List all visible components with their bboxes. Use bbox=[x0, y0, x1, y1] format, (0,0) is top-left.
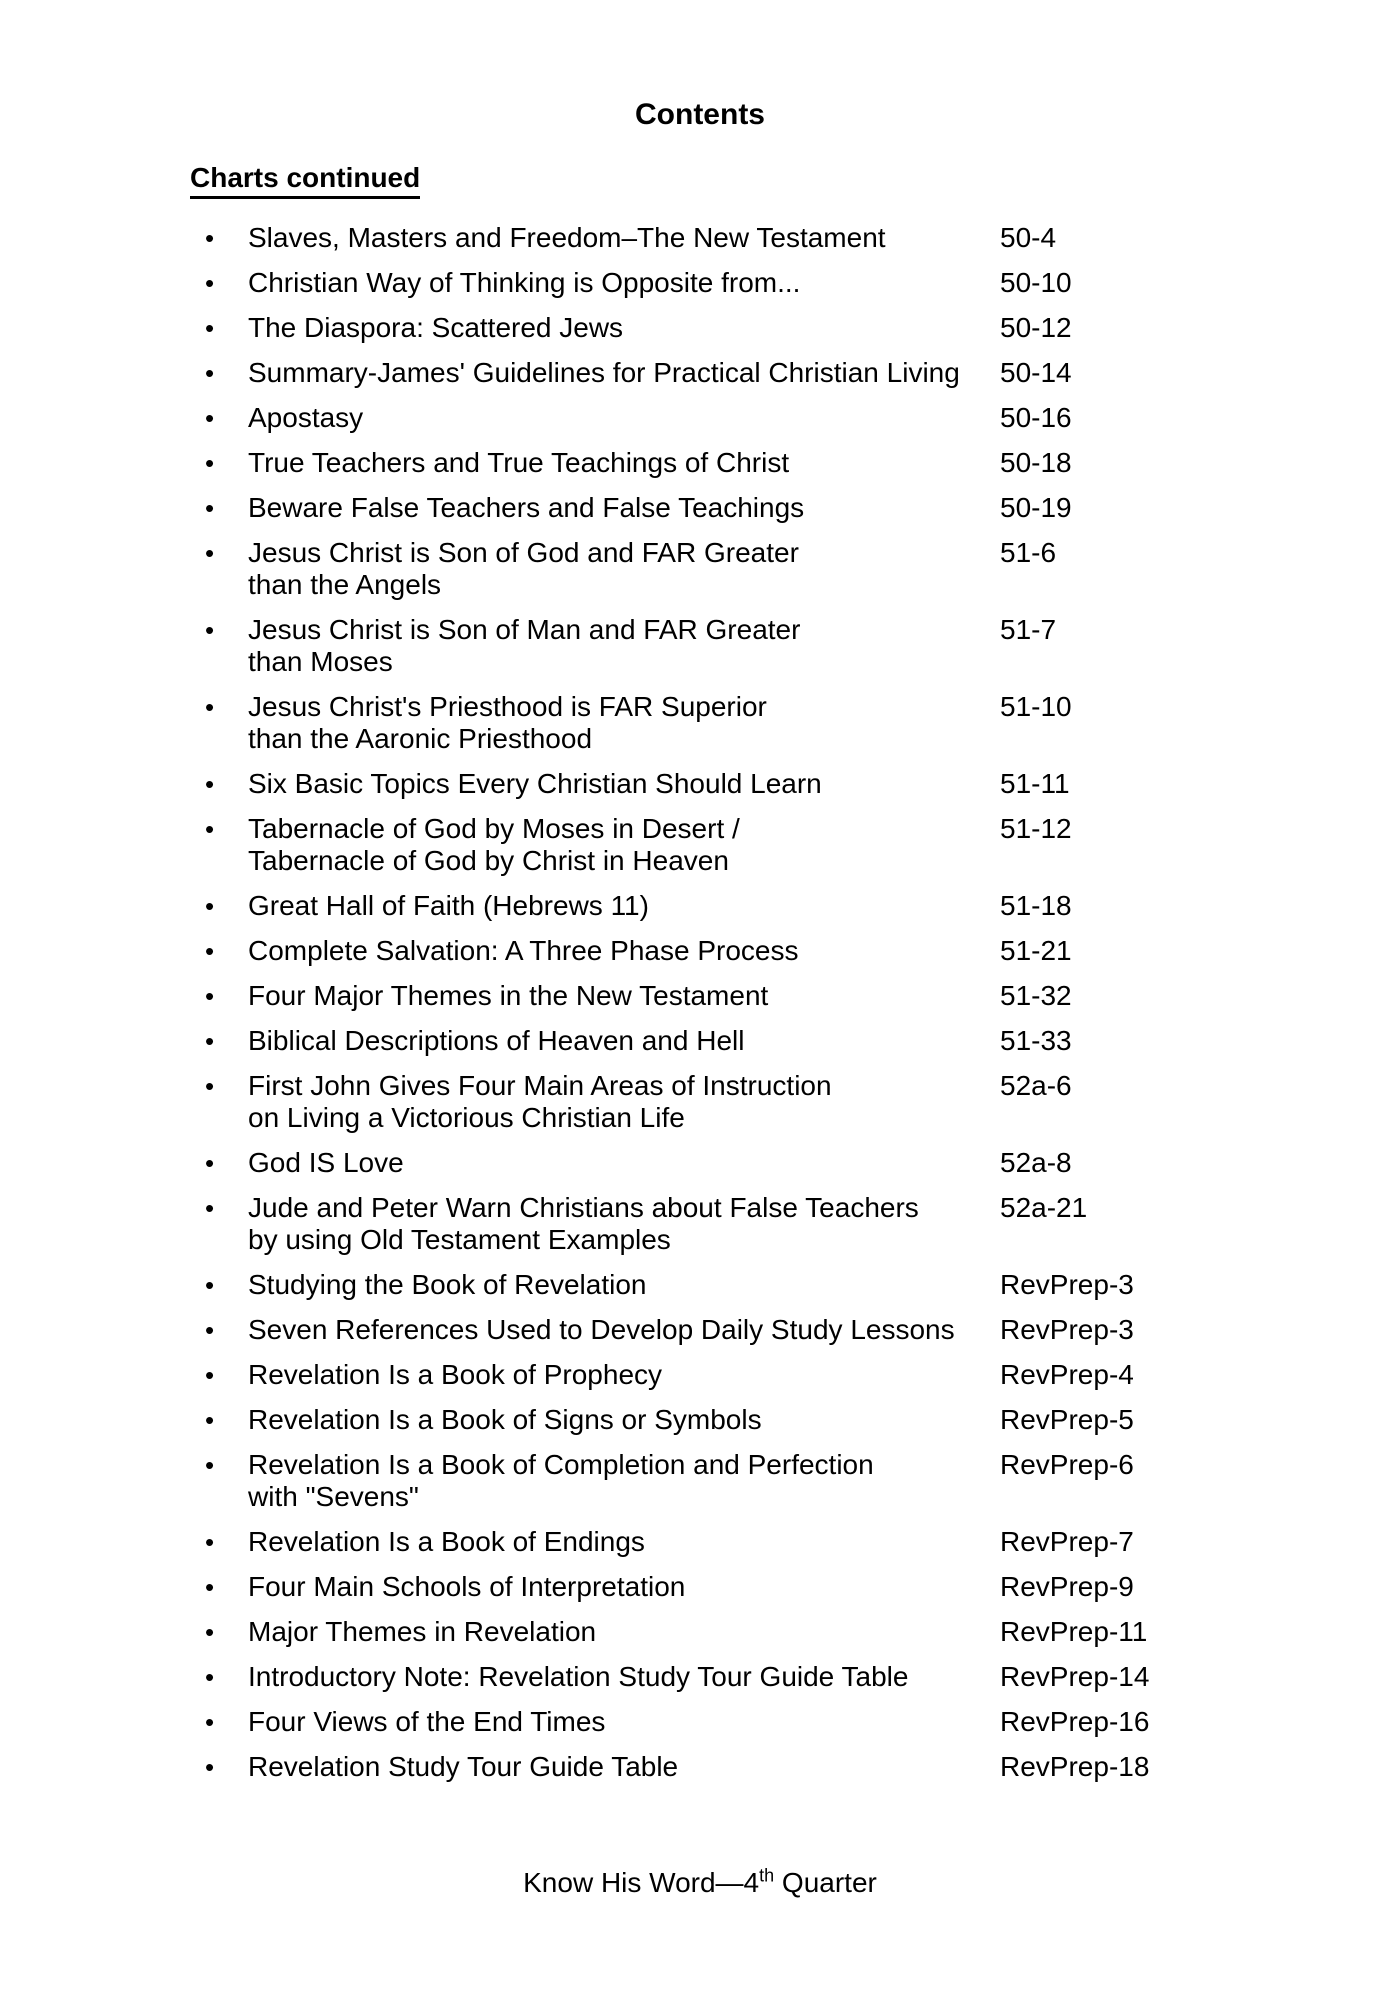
entry-title-line: on Living a Victorious Christian Life bbox=[248, 1102, 685, 1133]
entry-title-line: than the Aaronic Priesthood bbox=[248, 723, 593, 754]
toc-entry bbox=[205, 1192, 1215, 1256]
entry-page-number: 52a-6 bbox=[1000, 1070, 1072, 1101]
entry-title-line: Jesus Christ is Son of God and FAR Greater bbox=[248, 537, 799, 568]
entry-page-number: RevPrep-4 bbox=[1000, 1359, 1134, 1390]
entry-title-line: Slaves, Masters and Freedom–The New Testament bbox=[248, 222, 886, 253]
toc-entry bbox=[205, 1359, 1215, 1391]
entry-title-line: Jude and Peter Warn Christians about False Teachers bbox=[248, 1192, 919, 1223]
toc-entry bbox=[205, 447, 1215, 479]
entry-title-line: First John Gives Four Main Areas of Instruction bbox=[248, 1070, 832, 1101]
bullet-icon: • bbox=[205, 493, 215, 523]
toc-entry bbox=[205, 1526, 1215, 1558]
toc-list bbox=[205, 222, 1215, 1796]
toc-entry bbox=[205, 1025, 1215, 1057]
entry-title-line: Revelation Is a Book of Endings bbox=[248, 1526, 645, 1557]
toc-entry bbox=[205, 1147, 1215, 1179]
entry-title-line: Jesus Christ is Son of Man and FAR Greater bbox=[248, 614, 801, 645]
bullet-icon: • bbox=[205, 1617, 215, 1647]
entry-title-line: Studying the Book of Revelation bbox=[248, 1269, 647, 1300]
entry-title bbox=[248, 222, 1000, 254]
entry-page-number: 50-12 bbox=[1000, 312, 1072, 343]
toc-entry bbox=[205, 1751, 1215, 1783]
entry-title-line: Revelation Is a Book of Completion and Perfection bbox=[248, 1449, 874, 1480]
entry-title bbox=[248, 357, 1000, 389]
section-heading-text: Charts continued bbox=[190, 162, 420, 199]
entry-title bbox=[248, 980, 1000, 1012]
entry-page-number: 52a-8 bbox=[1000, 1147, 1072, 1178]
entry-title bbox=[248, 447, 1000, 479]
entry-page-number: RevPrep-16 bbox=[1000, 1706, 1150, 1737]
entry-title bbox=[248, 1751, 1000, 1783]
toc-entry bbox=[205, 1571, 1215, 1603]
entry-title bbox=[248, 1025, 1000, 1057]
footer-text-suffix: Quarter bbox=[774, 1867, 877, 1898]
entry-title-line: than the Angels bbox=[248, 569, 442, 600]
entry-title-line: Tabernacle of God by Moses in Desert / bbox=[248, 813, 740, 844]
entry-title-line: Beware False Teachers and False Teachings bbox=[248, 492, 805, 523]
bullet-icon: • bbox=[205, 769, 215, 799]
bullet-icon: • bbox=[205, 1405, 215, 1435]
entry-title bbox=[248, 890, 1000, 922]
entry-title-line: The Diaspora: Scattered Jews bbox=[248, 312, 624, 343]
entry-page-number: 51-21 bbox=[1000, 935, 1072, 966]
entry-title bbox=[248, 935, 1000, 967]
entry-title-line: than Moses bbox=[248, 646, 393, 677]
bullet-icon: • bbox=[205, 448, 215, 478]
bullet-icon: • bbox=[205, 538, 215, 568]
entry-title bbox=[248, 1661, 1000, 1693]
bullet-icon: • bbox=[205, 1707, 215, 1737]
entry-title-line: God IS Love bbox=[248, 1147, 404, 1178]
toc-entry bbox=[205, 1070, 1215, 1134]
section-heading bbox=[190, 162, 420, 199]
entry-page-number: RevPrep-5 bbox=[1000, 1404, 1134, 1435]
bullet-icon: • bbox=[205, 1662, 215, 1692]
toc-entry bbox=[205, 1449, 1215, 1513]
toc-entry bbox=[205, 813, 1215, 877]
entry-title bbox=[248, 1314, 1000, 1346]
toc-entry bbox=[205, 537, 1215, 601]
entry-page-number: 51-11 bbox=[1000, 768, 1070, 799]
toc-entry bbox=[205, 980, 1215, 1012]
toc-entry bbox=[205, 492, 1215, 524]
entry-page-number: 52a-21 bbox=[1000, 1192, 1088, 1223]
entry-page-number: 51-6 bbox=[1000, 537, 1057, 568]
entry-title-line: Four Major Themes in the New Testament bbox=[248, 980, 769, 1011]
bullet-icon: • bbox=[205, 358, 215, 388]
entry-page-number: RevPrep-9 bbox=[1000, 1571, 1134, 1602]
bullet-icon: • bbox=[205, 223, 215, 253]
entry-title-line: Apostasy bbox=[248, 402, 364, 433]
bullet-icon: • bbox=[205, 1148, 215, 1178]
toc-entry bbox=[205, 402, 1215, 434]
entry-title bbox=[248, 312, 1000, 344]
bullet-icon: • bbox=[205, 1071, 215, 1101]
bullet-icon: • bbox=[205, 403, 215, 433]
bullet-icon: • bbox=[205, 814, 215, 844]
bullet-icon: • bbox=[205, 891, 215, 921]
entry-title bbox=[248, 402, 1000, 434]
entry-title-line: Six Basic Topics Every Christian Should Learn bbox=[248, 768, 822, 799]
entry-title bbox=[248, 1404, 1000, 1436]
footer-text-prefix: Know His Word—4 bbox=[523, 1867, 760, 1898]
entry-page-number: 50-14 bbox=[1000, 357, 1072, 388]
entry-page-number: 51-18 bbox=[1000, 890, 1072, 921]
bullet-icon: • bbox=[205, 692, 215, 722]
entry-title-line: with "Sevens" bbox=[248, 1481, 419, 1512]
toc-entry bbox=[205, 935, 1215, 967]
entry-page-number: 50-4 bbox=[1000, 222, 1057, 253]
toc-entry bbox=[205, 1661, 1215, 1693]
entry-page-number: 51-12 bbox=[1000, 813, 1072, 844]
entry-title-line: Summary-James' Guidelines for Practical Christian Living bbox=[248, 357, 960, 388]
entry-page-number: 51-7 bbox=[1000, 614, 1057, 645]
entry-title-line: Four Main Schools of Interpretation bbox=[248, 1571, 686, 1602]
entry-title bbox=[248, 1359, 1000, 1391]
entry-page-number: 50-16 bbox=[1000, 402, 1072, 433]
toc-entry bbox=[205, 357, 1215, 389]
bullet-icon: • bbox=[205, 1572, 215, 1602]
entry-title bbox=[248, 614, 1000, 678]
toc-entry bbox=[205, 267, 1215, 299]
entry-title-line: Christian Way of Thinking is Opposite from... bbox=[248, 267, 801, 298]
bullet-icon: • bbox=[205, 1360, 215, 1390]
footer-superscript: th bbox=[759, 1865, 775, 1886]
entry-title bbox=[248, 1571, 1000, 1603]
entry-title-line: Revelation Is a Book of Prophecy bbox=[248, 1359, 663, 1390]
entry-page-number: RevPrep-6 bbox=[1000, 1449, 1134, 1480]
toc-entry bbox=[205, 1269, 1215, 1301]
entry-title bbox=[248, 1706, 1000, 1738]
entry-title bbox=[248, 492, 1000, 524]
entry-title-line: Great Hall of Faith (Hebrews 11) bbox=[248, 890, 649, 921]
entry-title bbox=[248, 1192, 1000, 1256]
bullet-icon: • bbox=[205, 615, 215, 645]
entry-page-number: RevPrep-18 bbox=[1000, 1751, 1150, 1782]
entry-title-line: Tabernacle of God by Christ in Heaven bbox=[248, 845, 729, 876]
entry-title-line: Seven References Used to Develop Daily Study Lessons bbox=[248, 1314, 955, 1345]
entry-title-line: Revelation Is a Book of Signs or Symbols bbox=[248, 1404, 762, 1435]
entry-page-number: 51-32 bbox=[1000, 980, 1072, 1011]
entry-title-line: Revelation Study Tour Guide Table bbox=[248, 1751, 679, 1782]
entry-title bbox=[248, 1526, 1000, 1558]
toc-entry bbox=[205, 1616, 1215, 1648]
toc-entry bbox=[205, 890, 1215, 922]
bullet-icon: • bbox=[205, 1450, 215, 1480]
footer bbox=[0, 1867, 1400, 1899]
bullet-icon: • bbox=[205, 1752, 215, 1782]
entry-title-line: Complete Salvation: A Three Phase Process bbox=[248, 935, 799, 966]
bullet-icon: • bbox=[205, 313, 215, 343]
entry-page-number: 50-18 bbox=[1000, 447, 1072, 478]
page-title: Contents bbox=[635, 98, 765, 131]
entry-title-line: by using Old Testament Examples bbox=[248, 1224, 671, 1255]
bullet-icon: • bbox=[205, 1193, 215, 1223]
entry-page-number: 50-19 bbox=[1000, 492, 1072, 523]
entry-title bbox=[248, 1070, 1000, 1134]
entry-title bbox=[248, 1616, 1000, 1648]
bullet-icon: • bbox=[205, 1527, 215, 1557]
toc-entry bbox=[205, 1706, 1215, 1738]
entry-title bbox=[248, 537, 1000, 601]
toc-entry bbox=[205, 768, 1215, 800]
entry-title bbox=[248, 813, 1000, 877]
entry-title-line: Introductory Note: Revelation Study Tour Guide Table bbox=[248, 1661, 909, 1692]
entry-title-line: Four Views of the End Times bbox=[248, 1706, 606, 1737]
toc-entry bbox=[205, 691, 1215, 755]
entry-title bbox=[248, 691, 1000, 755]
bullet-icon: • bbox=[205, 1026, 215, 1056]
entry-title bbox=[248, 267, 1000, 299]
entry-page-number: RevPrep-11 bbox=[1000, 1616, 1148, 1647]
entry-page-number: 51-33 bbox=[1000, 1025, 1072, 1056]
toc-entry bbox=[205, 222, 1215, 254]
toc-entry bbox=[205, 1404, 1215, 1436]
bullet-icon: • bbox=[205, 1315, 215, 1345]
entry-title bbox=[248, 1449, 1000, 1513]
bullet-icon: • bbox=[205, 936, 215, 966]
entry-page-number: RevPrep-14 bbox=[1000, 1661, 1150, 1692]
entry-page-number: RevPrep-3 bbox=[1000, 1314, 1134, 1345]
entry-title bbox=[248, 768, 1000, 800]
entry-page-number: RevPrep-3 bbox=[1000, 1269, 1134, 1300]
entry-title bbox=[248, 1147, 1000, 1179]
entry-page-number: 50-10 bbox=[1000, 267, 1072, 298]
entry-title-line: True Teachers and True Teachings of Christ bbox=[248, 447, 790, 478]
bullet-icon: • bbox=[205, 268, 215, 298]
entry-title-line: Jesus Christ's Priesthood is FAR Superior bbox=[248, 691, 767, 722]
toc-entry bbox=[205, 614, 1215, 678]
entry-title-line: Biblical Descriptions of Heaven and Hell bbox=[248, 1025, 745, 1056]
toc-entry bbox=[205, 312, 1215, 344]
entry-title bbox=[248, 1269, 1000, 1301]
entry-page-number: 51-10 bbox=[1000, 691, 1072, 722]
toc-entry bbox=[205, 1314, 1215, 1346]
entry-page-number: RevPrep-7 bbox=[1000, 1526, 1134, 1557]
bullet-icon: • bbox=[205, 981, 215, 1011]
bullet-icon: • bbox=[205, 1270, 215, 1300]
entry-title-line: Major Themes in Revelation bbox=[248, 1616, 597, 1647]
